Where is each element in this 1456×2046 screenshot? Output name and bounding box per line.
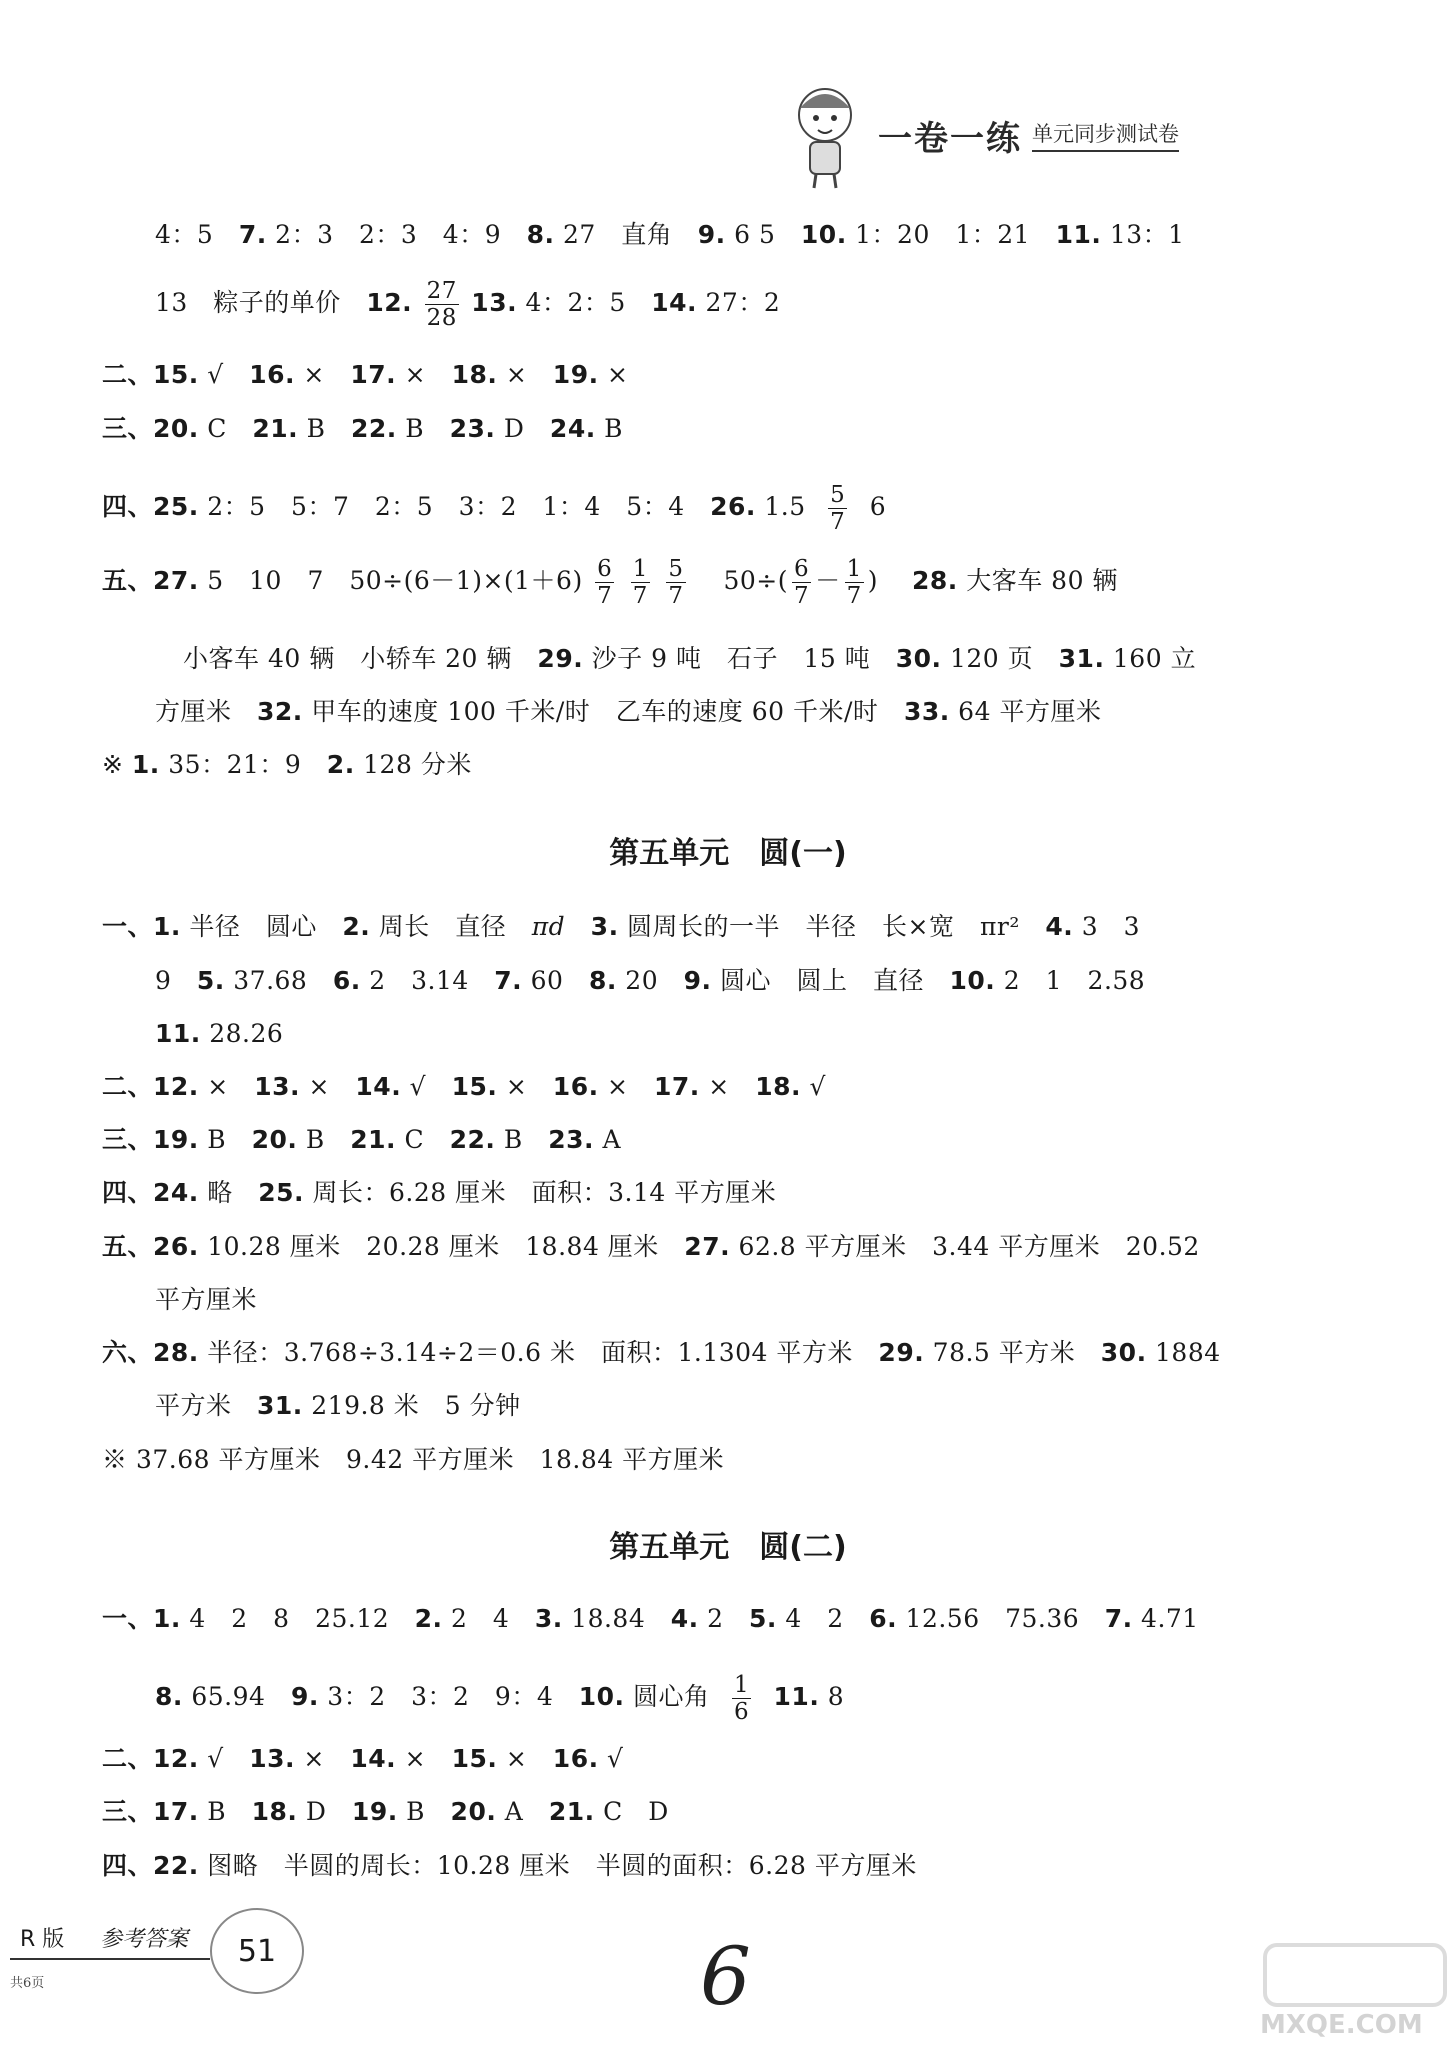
answer-line: ※ 37.68 平方厘米 9.42 平方厘米 18.84 平方厘米 xyxy=(102,1445,725,1474)
brand-title: 一卷一练 xyxy=(878,118,1022,159)
answer-line: 四、24. 略 25. 周长：6.28 厘米 面积：3.14 平方厘米 xyxy=(102,1178,777,1207)
answer-line: 二、12. × 13. × 14. √ 15. × 16. × 17. × 18. √ xyxy=(102,1072,826,1101)
answer-line: 平方厘米 xyxy=(155,1285,258,1314)
watermark-text: MXQE.COM xyxy=(1260,2010,1423,2040)
section-title: 第五单元 圆(一) xyxy=(609,836,847,871)
fraction: $\frac{27}{28}$ xyxy=(426,278,457,331)
fraction: $\frac{1}{6}$ xyxy=(733,1672,750,1725)
watermark-icon xyxy=(1260,1940,1450,2010)
answer-line: 五、26. 10.28 厘米 20.28 厘米 18.84 厘米 27. 62.8 平方厘米 3.44 平方厘米 20.52 xyxy=(102,1232,1200,1261)
answer-line: 五、27. 5 10 7 50÷(6－1)×(1＋6) $\frac{6}{7}$ $\frac{1}{7}$ $\frac{5}{7}$ 50÷( $\frac{6}{7}$ － $\frac{1}{7}$ ) 28. 大客车 80 辆 xyxy=(102,556,1118,609)
answer-line: 一、1. 4 2 8 25.12 2. 2 4 3. 18.84 4. 2 5. 4 2 6. 12.56 75.36 7. 4.71 xyxy=(102,1604,1199,1633)
page-count-note: 共6页 xyxy=(10,1976,45,1991)
brand-banner xyxy=(780,80,1280,190)
answer-line: 三、20. C 21. B 22. B 23. D 24. B xyxy=(102,414,624,443)
answer-line: 4：5 7. 2：3 2：3 4：9 8. 27 直角 9. 6 5 10. 1：20 1：21 11. 13：1 xyxy=(155,220,1185,249)
section-title: 第五单元 圆(二) xyxy=(609,1530,847,1565)
answers-label: 参考答案 xyxy=(100,1927,189,1952)
answer-line: 8. 65.94 9. 3：2 3：2 9：4 10. 圆心角 $\frac{1}{6}$ 11. 8 xyxy=(155,1672,845,1725)
page-number: 51 xyxy=(210,1908,304,1994)
brand-subtitle: 单元同步测试卷 xyxy=(1032,118,1179,152)
answer-line: ※ 1. 35：21：9 2. 128 分米 xyxy=(102,750,472,779)
answer-line: 11. 28.26 xyxy=(155,1019,284,1048)
answer-line: 六、28. 半径：3.768÷3.14÷2＝0.6 米 面积：1.1304 平方米 29. 78.5 平方米 30. 1884 xyxy=(102,1338,1221,1367)
footer-rule xyxy=(10,1958,210,1960)
answer-line: 9 5. 37.68 6. 2 3.14 7. 60 8. 20 9. 圆心 圆上 直径 10. 2 1 2.58 xyxy=(155,966,1146,995)
answer-line: 四、25. 2：5 5：7 2：5 3：2 1：4 5：4 26. 1.5 $\frac{5}{7}$ 6 xyxy=(102,482,887,535)
answer-line: 小客车 40 辆 小轿车 20 辆 29. 沙子 9 吨 石子 15 吨 30. 120 页 31. 160 立 xyxy=(183,644,1197,673)
answer-line: 三、19. B 20. B 21. C 22. B 23. A xyxy=(102,1125,622,1154)
answer-line: 一、1. 半径 圆心 2. 周长 直径 πd 3. 圆周长的一半 半径 长×宽 πr² 4. 3 3 xyxy=(102,912,1141,941)
fraction: $\frac{5}{7}$ xyxy=(830,482,846,535)
answer-line: 平方米 31. 219.8 米 5 分钟 xyxy=(155,1391,521,1420)
answer-line: 方厘米 32. 甲车的速度 100 千米/时 乙车的速度 60 千米/时 33. 64 平方厘米 xyxy=(155,697,1102,726)
answer-line: 三、17. B 18. D 19. B 20. A 21. C D xyxy=(102,1797,669,1826)
edition-label: R 版 xyxy=(20,1927,65,1952)
handwritten-number: 6 xyxy=(700,1930,751,2023)
watermark-logo xyxy=(1260,1940,1450,2040)
page-footer xyxy=(10,1900,310,2020)
answer-line: 二、15. √ 16. × 17. × 18. × 19. × xyxy=(102,360,629,389)
answer-line: 二、12. √ 13. × 14. × 15. × 16. √ xyxy=(102,1744,624,1773)
answer-line: 13 粽子的单价 12. $\frac{27}{28}$ 13. 4：2：5 14. 27：2 xyxy=(155,278,781,331)
answer-line: 四、22. 图略 半圆的周长：10.28 厘米 半圆的面积：6.28 平方厘米 xyxy=(102,1851,917,1880)
cartoon-boy-icon xyxy=(780,80,870,190)
